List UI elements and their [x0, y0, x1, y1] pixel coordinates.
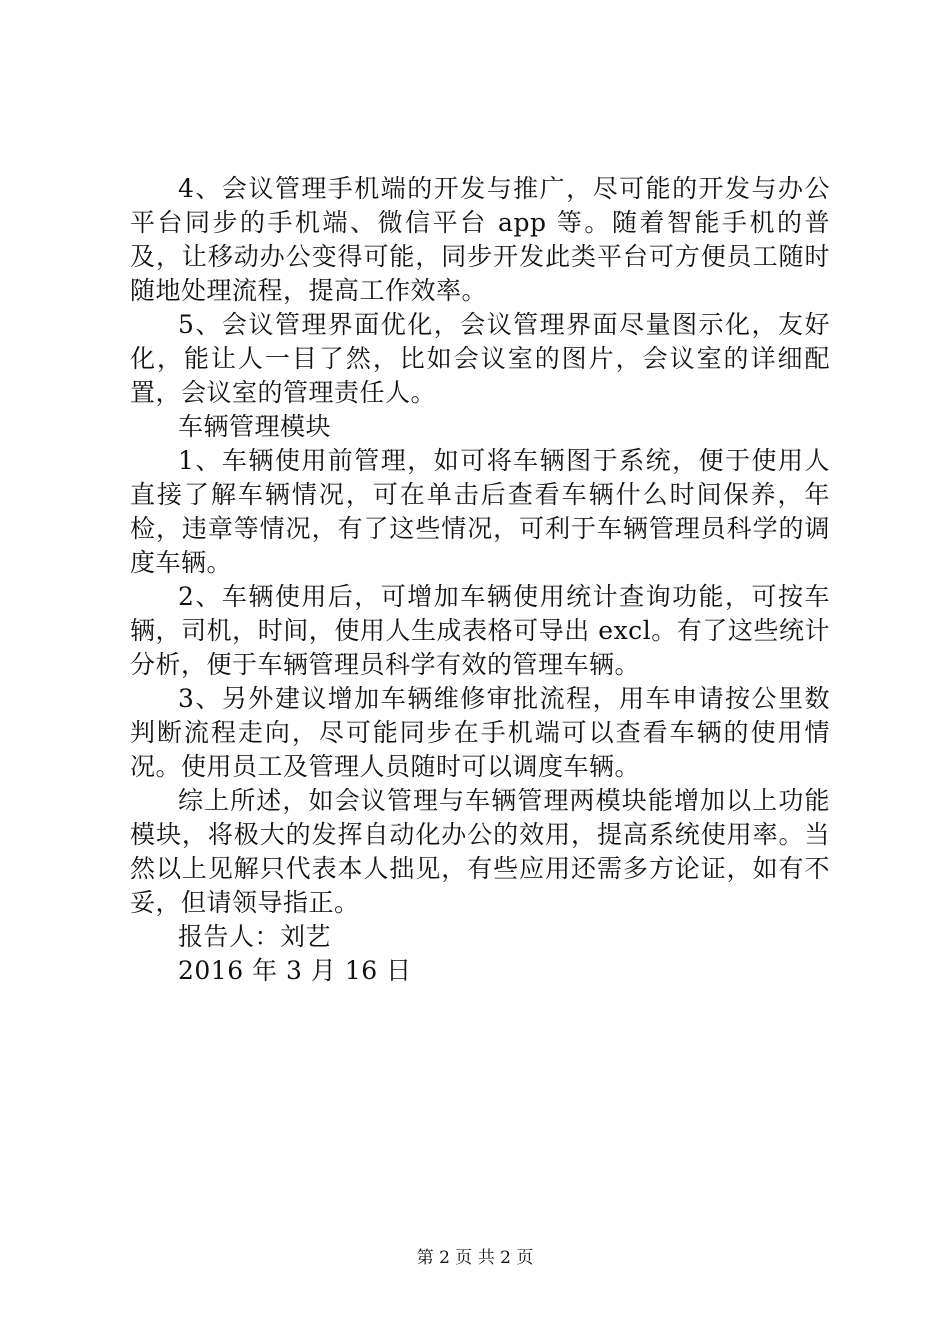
paragraph-vehicle-repair: 3、另外建议增加车辆维修审批流程，用车申请按公里数判断流程走向，尽可能同步在手机端可以查看车辆的使用情况。使用员工及管理人员随时可以调度车辆。	[130, 684, 830, 781]
date-line: 2016 年 3 月 16 日	[178, 956, 412, 985]
reporter-line: 报告人：刘艺	[178, 922, 332, 951]
document-body	[130, 172, 830, 988]
paragraph-vehicle-after-use: 2、车辆使用后，可增加车辆使用统计查询功能，可按车辆，司机，时间，使用人生成表格可导出 excl。有了这些统计分析，便于车辆管理员科学有效的管理车辆。	[130, 582, 830, 679]
paragraph-mobile-meeting: 4、会议管理手机端的开发与推广，尽可能的开发与办公平台同步的手机端、微信平台 app 等。随着智能手机的普及，让移动办公变得可能，同步开发此类平台可方便员工随时随地处理流程，提高工作效率。	[130, 174, 830, 305]
paragraph-summary: 综上所述，如会议管理与车辆管理两模块能增加以上功能模块，将极大的发挥自动化办公的效用，提高系统使用率。当然以上见解只代表本人拙见，有些应用还需多方论证，如有不妥，但请领导指正。	[130, 786, 830, 917]
paragraph-vehicle-before-use: 1、车辆使用前管理，如可将车辆图于系统，便于使用人直接了解车辆情况，可在单击后查看车辆什么时间保养，年检，违章等情况，有了这些情况，可利于车辆管理员科学的调度车辆。	[130, 446, 830, 577]
page-footer: 第 2 页 共 2 页	[416, 1248, 534, 1268]
section-heading-vehicle-module: 车辆管理模块	[178, 412, 332, 441]
paragraph-meeting-ui: 5、会议管理界面优化，会议管理界面尽量图示化，友好化，能让人一目了然，比如会议室的图片，会议室的详细配置，会议室的管理责任人。	[130, 310, 830, 407]
